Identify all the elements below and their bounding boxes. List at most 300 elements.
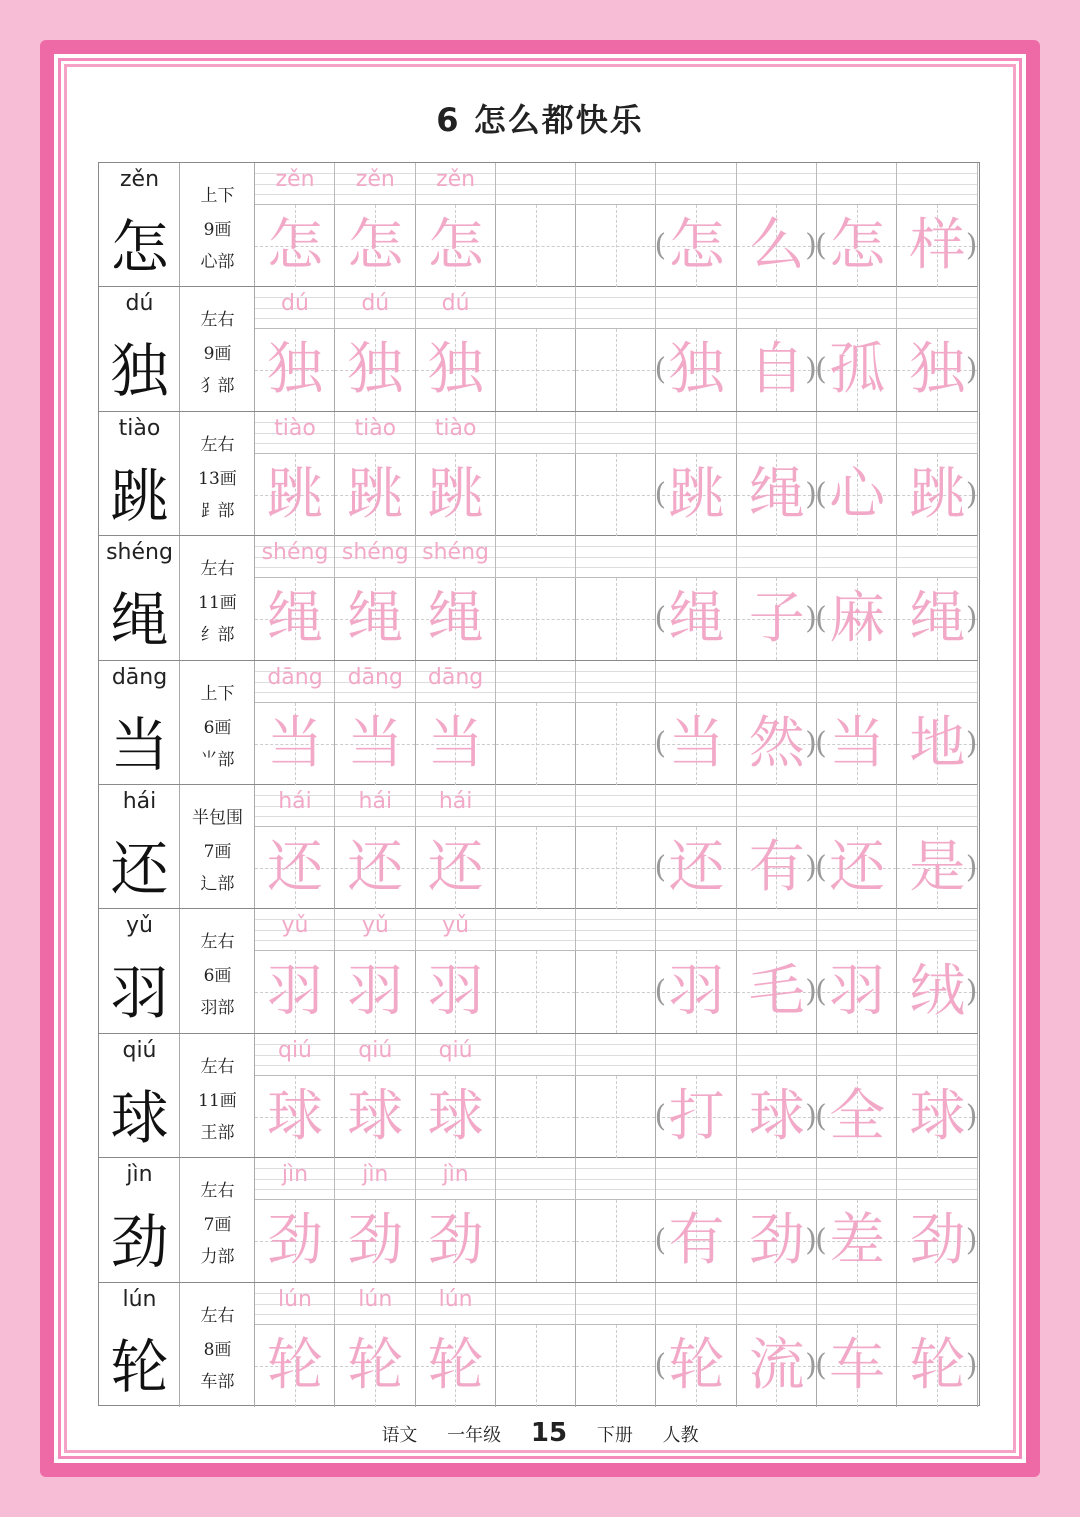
- word-trace-character: 劲: [909, 1208, 966, 1274]
- pinyin-box: [657, 1283, 737, 1325]
- trace-character: 跳: [427, 461, 484, 527]
- trace-pinyin: lún: [358, 1286, 393, 1312]
- character-info-cell: [180, 661, 255, 784]
- trace-pinyin: tiào: [354, 415, 397, 441]
- footer-subject: 语文: [381, 1425, 418, 1446]
- trace-character: 轮: [267, 1332, 323, 1398]
- word-trace-character: 羽: [668, 959, 725, 1025]
- pinyin-box: [737, 661, 817, 703]
- structure-label: 上下: [200, 683, 235, 704]
- word-trace-character: 全: [829, 1083, 886, 1149]
- page-number: 15: [530, 1418, 568, 1448]
- trace-character: 绳: [427, 586, 484, 652]
- open-paren: (: [654, 352, 667, 388]
- trace-pinyin: shéng: [341, 540, 409, 566]
- main-character-cell: [99, 661, 180, 784]
- pinyin-box: [737, 909, 817, 951]
- structure-label: 左右: [200, 1056, 235, 1077]
- pinyin-box: [817, 1158, 897, 1200]
- pinyin-box: [496, 661, 576, 703]
- word-trace-character: 差: [829, 1208, 886, 1274]
- pinyin-box: [496, 287, 576, 329]
- trace-character: 羽: [427, 959, 484, 1025]
- guide-line-horizontal: [576, 246, 655, 247]
- writing-box: [576, 578, 656, 660]
- character-row: [99, 785, 978, 909]
- main-character-cell: [99, 163, 180, 286]
- character-writing-strip: [255, 329, 978, 411]
- pinyin-writing-strip: [255, 536, 978, 578]
- stroke-count: 9画: [203, 220, 232, 240]
- pinyin-box: [657, 287, 737, 329]
- trace-character: 劲: [347, 1208, 404, 1274]
- pinyin-box: [576, 1158, 656, 1200]
- pinyin-box: [496, 909, 576, 951]
- main-character-cell: [99, 287, 180, 410]
- character-row: [99, 1283, 978, 1407]
- close-paren: ): [965, 850, 978, 885]
- character-writing-strip: [255, 1325, 978, 1407]
- character-row: [99, 412, 978, 536]
- guide-line-horizontal: [576, 1366, 655, 1367]
- character-writing-strip: [255, 205, 978, 287]
- close-paren: ): [805, 228, 817, 263]
- trace-pinyin: yǔ: [361, 913, 389, 939]
- pinyin-box: [897, 287, 977, 329]
- pinyin-box: [817, 287, 897, 329]
- main-character-cell: [99, 412, 180, 535]
- stroke-count: 11画: [198, 593, 237, 614]
- structure-label: 上下: [200, 186, 235, 206]
- pinyin-box: [817, 1034, 897, 1076]
- trace-pinyin: jìn: [281, 1162, 309, 1188]
- writing-box: [496, 205, 576, 287]
- pinyin-box: [657, 909, 737, 951]
- pinyin-box: [897, 1283, 977, 1325]
- character-row: [99, 536, 978, 660]
- guide-line-horizontal: [496, 495, 575, 496]
- word-trace-character: 怎: [668, 213, 725, 278]
- open-paren: (: [815, 850, 827, 885]
- pinyin-box: [817, 909, 897, 951]
- trace-character: 劲: [267, 1208, 323, 1274]
- page-title: 6 怎么都快乐: [436, 101, 644, 139]
- pinyin-box: [737, 163, 817, 205]
- open-paren: (: [815, 1347, 827, 1383]
- stroke-count: 13画: [198, 468, 237, 489]
- pinyin-writing-strip: [255, 1283, 978, 1325]
- pinyin-writing-strip: [255, 412, 978, 454]
- main-character-cell: [99, 1158, 180, 1281]
- pinyin-box: [576, 1034, 656, 1076]
- word-trace-character: 绒: [909, 959, 966, 1025]
- trace-pinyin: tiào: [434, 415, 477, 441]
- radical-label: ⻊部: [200, 500, 235, 521]
- main-character-cell: [99, 1283, 180, 1407]
- word-trace-character: 独: [668, 337, 725, 403]
- main-character-cell: [99, 785, 180, 908]
- character-info-cell: [180, 1158, 255, 1281]
- pinyin-box: [897, 412, 977, 454]
- open-paren: (: [815, 476, 827, 512]
- word-trace-character: 还: [668, 835, 725, 900]
- main-character-cell: [99, 536, 180, 659]
- open-paren: (: [654, 228, 667, 263]
- trace-character: 当: [347, 710, 404, 776]
- pinyin: zěn: [119, 167, 160, 192]
- main-character: 劲: [110, 1208, 169, 1277]
- word-trace-character: 当: [668, 710, 725, 776]
- radical-label: ⺌部: [200, 749, 235, 770]
- open-paren: (: [654, 1098, 667, 1134]
- trace-pinyin: dāng: [267, 664, 323, 690]
- character-info-cell: [180, 1283, 255, 1407]
- trace-character: 羽: [267, 959, 323, 1025]
- pinyin-writing-strip: [255, 661, 978, 703]
- trace-character: 怎: [347, 213, 404, 278]
- structure-label: 左右: [200, 559, 235, 580]
- main-character: 绳: [110, 586, 169, 655]
- word-trace-character: 绳: [909, 586, 966, 652]
- word-trace-character: 毛: [748, 959, 805, 1025]
- pinyin-box: [576, 1283, 656, 1325]
- pinyin-box: [576, 909, 656, 951]
- pinyin-writing-strip: [255, 287, 978, 329]
- writing-box: [576, 827, 656, 909]
- guide-line-horizontal: [576, 744, 655, 745]
- word-trace-character: 怎: [829, 213, 886, 278]
- pinyin-box: [657, 163, 737, 205]
- guide-line-horizontal: [496, 1117, 575, 1118]
- main-character: 独: [110, 337, 169, 406]
- structure-label: 左右: [200, 1181, 235, 1202]
- trace-pinyin: hái: [278, 789, 312, 814]
- pinyin-box: [737, 412, 817, 454]
- stroke-count: 11画: [198, 1090, 237, 1111]
- word-trace-character: 羽: [829, 959, 886, 1025]
- character-info-cell: [180, 536, 255, 659]
- trace-character: 绳: [267, 586, 323, 652]
- trace-pinyin: dú: [281, 291, 309, 317]
- trace-pinyin: hái: [438, 789, 473, 814]
- pinyin: hái: [122, 789, 157, 814]
- radical-label: 心部: [200, 252, 235, 272]
- pinyin-box: [897, 1158, 977, 1200]
- word-trace-character: 球: [909, 1083, 966, 1149]
- pinyin-box: [496, 1283, 576, 1325]
- character-row: [99, 163, 978, 287]
- word-trace-character: 轮: [668, 1332, 725, 1398]
- pinyin-box: [897, 1034, 977, 1076]
- close-paren: ): [965, 1223, 978, 1259]
- word-trace-character: 子: [748, 586, 805, 652]
- character-info-cell: [180, 287, 255, 410]
- trace-character: 独: [267, 337, 323, 403]
- character-writing-strip: [255, 703, 978, 785]
- stroke-count: 7画: [203, 842, 232, 862]
- close-paren: ): [805, 352, 817, 388]
- footer-grade: 一年级: [447, 1425, 502, 1446]
- open-paren: (: [654, 1347, 667, 1383]
- trace-character: 怎: [267, 213, 323, 278]
- word-trace-character: 麻: [829, 586, 886, 652]
- guide-line-horizontal: [496, 744, 575, 745]
- word-trace-character: 有: [748, 835, 805, 900]
- pinyin-box: [496, 412, 576, 454]
- trace-pinyin: shéng: [261, 540, 329, 566]
- word-trace-character: 流: [748, 1332, 805, 1398]
- pinyin-box: [657, 661, 737, 703]
- close-paren: ): [965, 228, 978, 263]
- pinyin-box: [817, 536, 897, 578]
- writing-box: [496, 951, 576, 1033]
- guide-line-horizontal: [496, 370, 575, 371]
- writing-box: [496, 329, 576, 411]
- close-paren: ): [805, 601, 817, 637]
- word-trace-character: 有: [668, 1208, 725, 1274]
- character-writing-strip: [255, 1200, 978, 1282]
- pinyin-box: [496, 536, 576, 578]
- pinyin-box: [897, 661, 977, 703]
- pinyin-box: [817, 163, 897, 205]
- close-paren: ): [805, 974, 817, 1010]
- open-paren: (: [654, 476, 667, 512]
- pinyin-box: [737, 1158, 817, 1200]
- structure-label: 半包围: [192, 808, 243, 828]
- guide-line-horizontal: [496, 246, 575, 247]
- open-paren: (: [815, 352, 827, 388]
- page-footer: [0, 1418, 1080, 1448]
- open-paren: (: [815, 1098, 827, 1134]
- word-trace-character: 自: [748, 337, 805, 403]
- close-paren: ): [965, 725, 978, 761]
- pinyin-box: [496, 785, 576, 827]
- main-character: 羽: [110, 959, 169, 1028]
- close-paren: ): [965, 974, 978, 1010]
- pinyin: yǔ: [126, 913, 153, 939]
- trace-character: 球: [267, 1083, 323, 1149]
- pinyin-box: [657, 785, 737, 827]
- trace-pinyin: zěn: [275, 167, 315, 192]
- structure-label: 左右: [200, 434, 235, 455]
- pinyin-writing-strip: [255, 785, 978, 827]
- close-paren: ): [805, 850, 817, 885]
- close-paren: ): [965, 1098, 978, 1134]
- character-info-cell: [180, 1034, 255, 1157]
- stroke-count: 6画: [203, 966, 232, 987]
- close-paren: ): [805, 725, 817, 761]
- character-row: [99, 1158, 978, 1282]
- trace-character: 还: [347, 835, 404, 900]
- guide-line-horizontal: [576, 619, 655, 620]
- open-paren: (: [654, 974, 667, 1010]
- word-trace-character: 是: [909, 835, 966, 900]
- character-writing-strip: [255, 578, 978, 660]
- character-row: [99, 661, 978, 785]
- trace-character: 轮: [347, 1332, 404, 1398]
- pinyin: lún: [122, 1286, 157, 1312]
- pinyin: dú: [125, 291, 154, 317]
- trace-character: 跳: [267, 461, 323, 527]
- word-trace-character: 球: [748, 1083, 805, 1149]
- pinyin-writing-strip: [255, 909, 978, 951]
- writing-box: [496, 454, 576, 536]
- trace-pinyin: qiú: [438, 1037, 473, 1063]
- pinyin-box: [657, 536, 737, 578]
- pinyin-box: [737, 1034, 817, 1076]
- main-character-cell: [99, 1034, 180, 1157]
- writing-box: [496, 827, 576, 909]
- trace-pinyin: dāng: [427, 664, 484, 690]
- writing-box: [496, 1325, 576, 1407]
- radical-label: 辶部: [200, 874, 235, 894]
- guide-line-horizontal: [576, 868, 655, 869]
- open-paren: (: [815, 725, 827, 761]
- pinyin-box: [496, 163, 576, 205]
- structure-label: 左右: [200, 310, 235, 331]
- stroke-count: 6画: [203, 717, 232, 738]
- pinyin-writing-strip: [255, 163, 978, 205]
- writing-box: [576, 454, 656, 536]
- character-writing-strip: [255, 951, 978, 1033]
- guide-line-horizontal: [496, 619, 575, 620]
- stroke-count: 9画: [203, 344, 232, 365]
- writing-box: [576, 205, 656, 287]
- guide-line-horizontal: [496, 992, 575, 993]
- radical-label: 羽部: [200, 998, 235, 1019]
- word-trace-character: 当: [829, 710, 886, 776]
- radical-label: 纟部: [200, 625, 235, 646]
- trace-pinyin: hái: [358, 789, 393, 814]
- character-row: [99, 909, 978, 1033]
- pinyin-box: [576, 661, 656, 703]
- close-paren: ): [965, 352, 978, 388]
- word-trace-character: 地: [909, 710, 966, 776]
- open-paren: (: [815, 601, 827, 637]
- pinyin-box: [817, 661, 897, 703]
- trace-character: 跳: [347, 461, 404, 527]
- writing-box: [496, 1076, 576, 1158]
- close-paren: ): [805, 476, 817, 512]
- character-row: [99, 1034, 978, 1158]
- word-trace-character: 绳: [748, 461, 805, 527]
- pinyin-box: [897, 163, 977, 205]
- character-info-cell: [180, 785, 255, 908]
- writing-box: [576, 1076, 656, 1158]
- pinyin-writing-strip: [255, 1034, 978, 1076]
- guide-line-horizontal: [496, 1241, 575, 1242]
- trace-character: 怎: [427, 213, 484, 278]
- close-paren: ): [965, 601, 978, 637]
- character-writing-strip: [255, 454, 978, 536]
- pinyin-box: [496, 1034, 576, 1076]
- guide-line-horizontal: [576, 1117, 655, 1118]
- writing-box: [576, 1200, 656, 1282]
- pinyin: jìn: [126, 1162, 153, 1188]
- radical-label: 犭部: [200, 376, 235, 397]
- pinyin-box: [897, 909, 977, 951]
- main-character: 还: [110, 835, 169, 903]
- open-paren: (: [815, 228, 827, 263]
- trace-pinyin: dú: [441, 291, 470, 317]
- main-character-cell: [99, 909, 180, 1032]
- word-trace-character: 绳: [668, 586, 725, 652]
- trace-pinyin: yǔ: [442, 913, 470, 939]
- word-trace-character: 劲: [748, 1208, 805, 1274]
- radical-label: 力部: [200, 1247, 235, 1268]
- pinyin-box: [657, 1158, 737, 1200]
- pinyin-box: [737, 785, 817, 827]
- character-info-cell: [180, 163, 255, 286]
- trace-pinyin: dāng: [347, 664, 403, 690]
- trace-pinyin: tiào: [274, 415, 316, 441]
- main-character: 球: [110, 1083, 169, 1152]
- open-paren: (: [815, 1223, 827, 1259]
- pinyin-box: [817, 412, 897, 454]
- pinyin-box: [496, 1158, 576, 1200]
- trace-character: 劲: [427, 1208, 484, 1274]
- pinyin: dāng: [111, 664, 168, 690]
- trace-character: 独: [347, 337, 404, 403]
- pinyin-box: [817, 785, 897, 827]
- close-paren: ): [965, 1347, 978, 1383]
- main-character: 跳: [110, 461, 169, 530]
- guide-line-horizontal: [576, 370, 655, 371]
- trace-pinyin: zěn: [355, 167, 395, 192]
- pinyin: qiú: [122, 1037, 157, 1063]
- main-character: 轮: [110, 1332, 169, 1401]
- character-row: [99, 287, 978, 411]
- writing-box: [576, 329, 656, 411]
- guide-line-horizontal: [496, 868, 575, 869]
- pinyin-box: [657, 1034, 737, 1076]
- word-trace-character: 孤: [829, 337, 886, 403]
- trace-character: 还: [427, 835, 484, 900]
- pinyin-box: [897, 785, 977, 827]
- trace-character: 球: [347, 1083, 404, 1149]
- word-trace-character: 轮: [909, 1332, 966, 1398]
- trace-pinyin: zěn: [436, 167, 476, 192]
- pinyin-box: [576, 412, 656, 454]
- word-trace-character: 然: [748, 710, 805, 776]
- open-paren: (: [654, 1223, 667, 1259]
- trace-character: 还: [267, 835, 323, 900]
- word-trace-character: 独: [909, 337, 966, 403]
- trace-character: 羽: [347, 959, 404, 1025]
- word-trace-character: 车: [829, 1332, 886, 1398]
- guide-line-horizontal: [576, 992, 655, 993]
- structure-label: 左右: [200, 932, 235, 953]
- pinyin-box: [576, 287, 656, 329]
- pinyin-box: [817, 1283, 897, 1325]
- close-paren: ): [805, 1098, 817, 1134]
- structure-label: 左右: [200, 1305, 235, 1326]
- character-info-cell: [180, 909, 255, 1032]
- trace-pinyin: shéng: [422, 540, 490, 566]
- close-paren: ): [965, 476, 978, 512]
- trace-character: 球: [427, 1083, 484, 1149]
- word-trace-character: 跳: [909, 461, 966, 527]
- close-paren: ): [805, 1347, 817, 1383]
- writing-box: [576, 703, 656, 785]
- trace-character: 独: [427, 337, 484, 403]
- footer-volume: 下册: [596, 1425, 633, 1446]
- writing-box: [496, 1200, 576, 1282]
- radical-label: 王部: [200, 1122, 235, 1143]
- pinyin: tiào: [118, 415, 161, 441]
- guide-line-horizontal: [576, 495, 655, 496]
- footer-publisher: 人教: [662, 1425, 699, 1446]
